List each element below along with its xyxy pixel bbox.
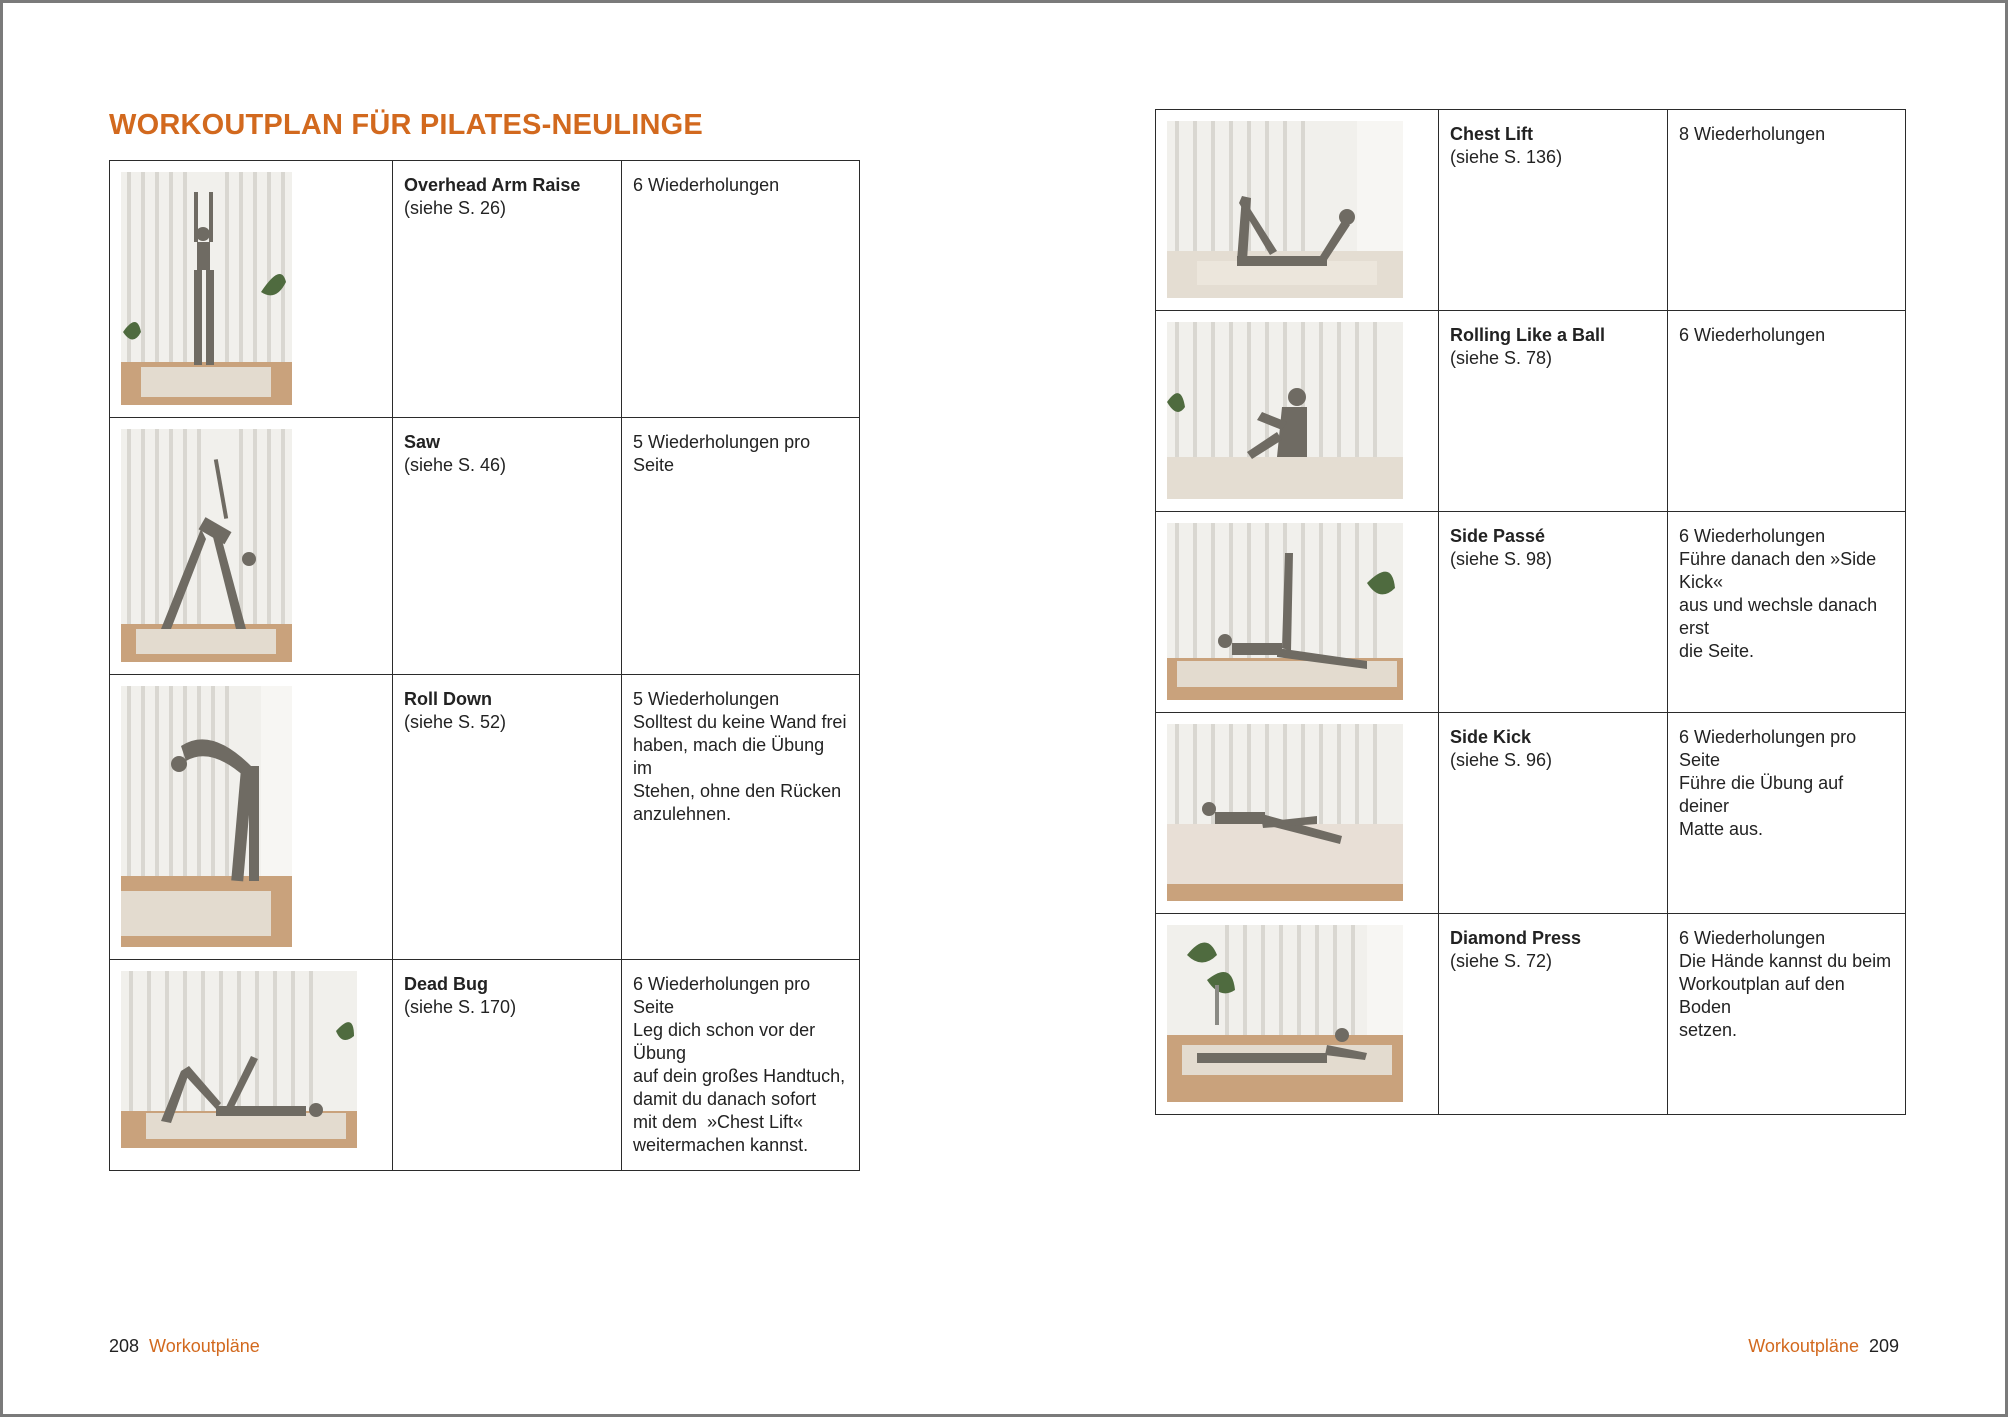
exercise-name: Side Kick (1450, 727, 1532, 747)
exercise-name: Saw (404, 432, 441, 452)
description-line: anzulehnen. (633, 804, 732, 824)
description-line: setzen. (1679, 1020, 1738, 1040)
exercise-image-cell (110, 675, 393, 960)
exercise-image-cell (1156, 713, 1439, 914)
exercise-image-cell (110, 161, 393, 418)
standing-arms-raised-photo (121, 172, 292, 405)
exercise-name-cell (1439, 110, 1668, 311)
table-row (1156, 512, 1906, 713)
exercise-description-cell (1668, 110, 1906, 311)
description-line: Die Hände kannst du beim (1679, 951, 1892, 971)
exercise-name-cell (393, 675, 622, 960)
exercise-name-cell (393, 418, 622, 675)
diamond-press-photo (1167, 925, 1403, 1102)
table-row (1156, 311, 1906, 512)
book-spread (3, 3, 2005, 1414)
description-line: 6 Wiederholungen (1679, 928, 1826, 948)
exercise-description-cell (622, 418, 860, 675)
roll-down-photo (121, 686, 292, 947)
workout-table-right (1155, 109, 1906, 1115)
page-reference: (siehe S. 78) (1450, 348, 1553, 368)
footer-left (109, 1336, 260, 1357)
exercise-name: Dead Bug (404, 974, 489, 994)
page-number: 208 (109, 1336, 140, 1356)
description-line: haben, mach die Übung im (633, 735, 830, 778)
exercise-name: Diamond Press (1450, 928, 1582, 948)
page-reference: (siehe S. 46) (404, 455, 507, 475)
exercise-description-cell (622, 161, 860, 418)
table-row (110, 960, 860, 1171)
description-line: weitermachen kannst. (633, 1135, 809, 1155)
exercise-name-cell (393, 960, 622, 1171)
description-line: Führe danach den »Side Kick« (1679, 549, 1882, 592)
footer-right (1748, 1336, 1899, 1357)
table-row (1156, 914, 1906, 1115)
exercise-description-cell (1668, 914, 1906, 1115)
exercise-name-cell (1439, 512, 1668, 713)
saw-pose-photo (121, 429, 292, 662)
description-line: 6 Wiederholungen (633, 175, 780, 195)
description-line: 5 Wiederholungen pro Seite (633, 432, 816, 475)
page-number: 209 (1868, 1336, 1899, 1356)
description-line: 6 Wiederholungen (1679, 526, 1826, 546)
table-row (1156, 713, 1906, 914)
description-line: mit dem »Chest Lift« (633, 1112, 804, 1132)
section-title: Workoutpläne (149, 1336, 260, 1356)
page-reference: (siehe S. 98) (1450, 549, 1553, 569)
description-line: die Seite. (1679, 641, 1755, 661)
dead-bug-photo (121, 971, 357, 1148)
exercise-image-cell (1156, 914, 1439, 1115)
description-line: auf dein großes Handtuch, (633, 1066, 846, 1086)
exercise-name-cell (1439, 311, 1668, 512)
exercise-description-cell (1668, 311, 1906, 512)
page-reference: (siehe S. 26) (404, 198, 507, 218)
exercise-name: Rolling Like a Ball (1450, 325, 1606, 345)
page-reference: (siehe S. 136) (1450, 147, 1563, 167)
description-line: damit du danach sofort (633, 1089, 817, 1109)
exercise-image-cell (110, 960, 393, 1171)
exercise-image-cell (1156, 311, 1439, 512)
exercise-name-cell (1439, 713, 1668, 914)
exercise-name-cell (393, 161, 622, 418)
exercise-name: Chest Lift (1450, 124, 1533, 144)
description-line: aus und wechsle danach erst (1679, 595, 1883, 638)
page-reference: (siehe S. 96) (1450, 750, 1553, 770)
exercise-description-cell (1668, 512, 1906, 713)
exercise-name: Roll Down (404, 689, 492, 709)
description-line: 5 Wiederholungen (633, 689, 780, 709)
table-row (110, 675, 860, 960)
table-row (110, 418, 860, 675)
description-line: 8 Wiederholungen (1679, 124, 1826, 144)
page-reference: (siehe S. 170) (404, 997, 517, 1017)
description-line: Führe die Übung auf deiner (1679, 773, 1849, 816)
exercise-description-cell (1668, 713, 1906, 914)
table-row (1156, 110, 1906, 311)
description-line: 6 Wiederholungen pro Seite (1679, 727, 1862, 770)
chest-lift-photo (1167, 121, 1403, 298)
side-passe-photo (1167, 523, 1403, 700)
exercise-image-cell (1156, 512, 1439, 713)
description-line: Leg dich schon vor der Übung (633, 1020, 821, 1063)
exercise-name: Overhead Arm Raise (404, 175, 581, 195)
exercise-description-cell (622, 960, 860, 1171)
description-line: Solltest du keine Wand frei (633, 712, 847, 732)
exercise-image-cell (1156, 110, 1439, 311)
exercise-image-cell (110, 418, 393, 675)
page-reference: (siehe S. 52) (404, 712, 507, 732)
exercise-name-cell (1439, 914, 1668, 1115)
description-line: 6 Wiederholungen pro Seite (633, 974, 816, 1017)
table-row (110, 161, 860, 418)
section-title: Workoutpläne (1748, 1336, 1859, 1356)
description-line: 6 Wiederholungen (1679, 325, 1826, 345)
exercise-description-cell (622, 675, 860, 960)
description-line: Stehen, ohne den Rücken (633, 781, 842, 801)
description-line: Workoutplan auf den Boden (1679, 974, 1850, 1017)
workout-table-left (109, 160, 860, 1171)
rolling-like-a-ball-photo (1167, 322, 1403, 499)
description-line: Matte aus. (1679, 819, 1764, 839)
page-title: WORKOUTPLAN FÜR PILATES-NEULINGE (109, 109, 703, 141)
side-kick-photo (1167, 724, 1403, 901)
page-reference: (siehe S. 72) (1450, 951, 1553, 971)
exercise-name: Side Passé (1450, 526, 1546, 546)
